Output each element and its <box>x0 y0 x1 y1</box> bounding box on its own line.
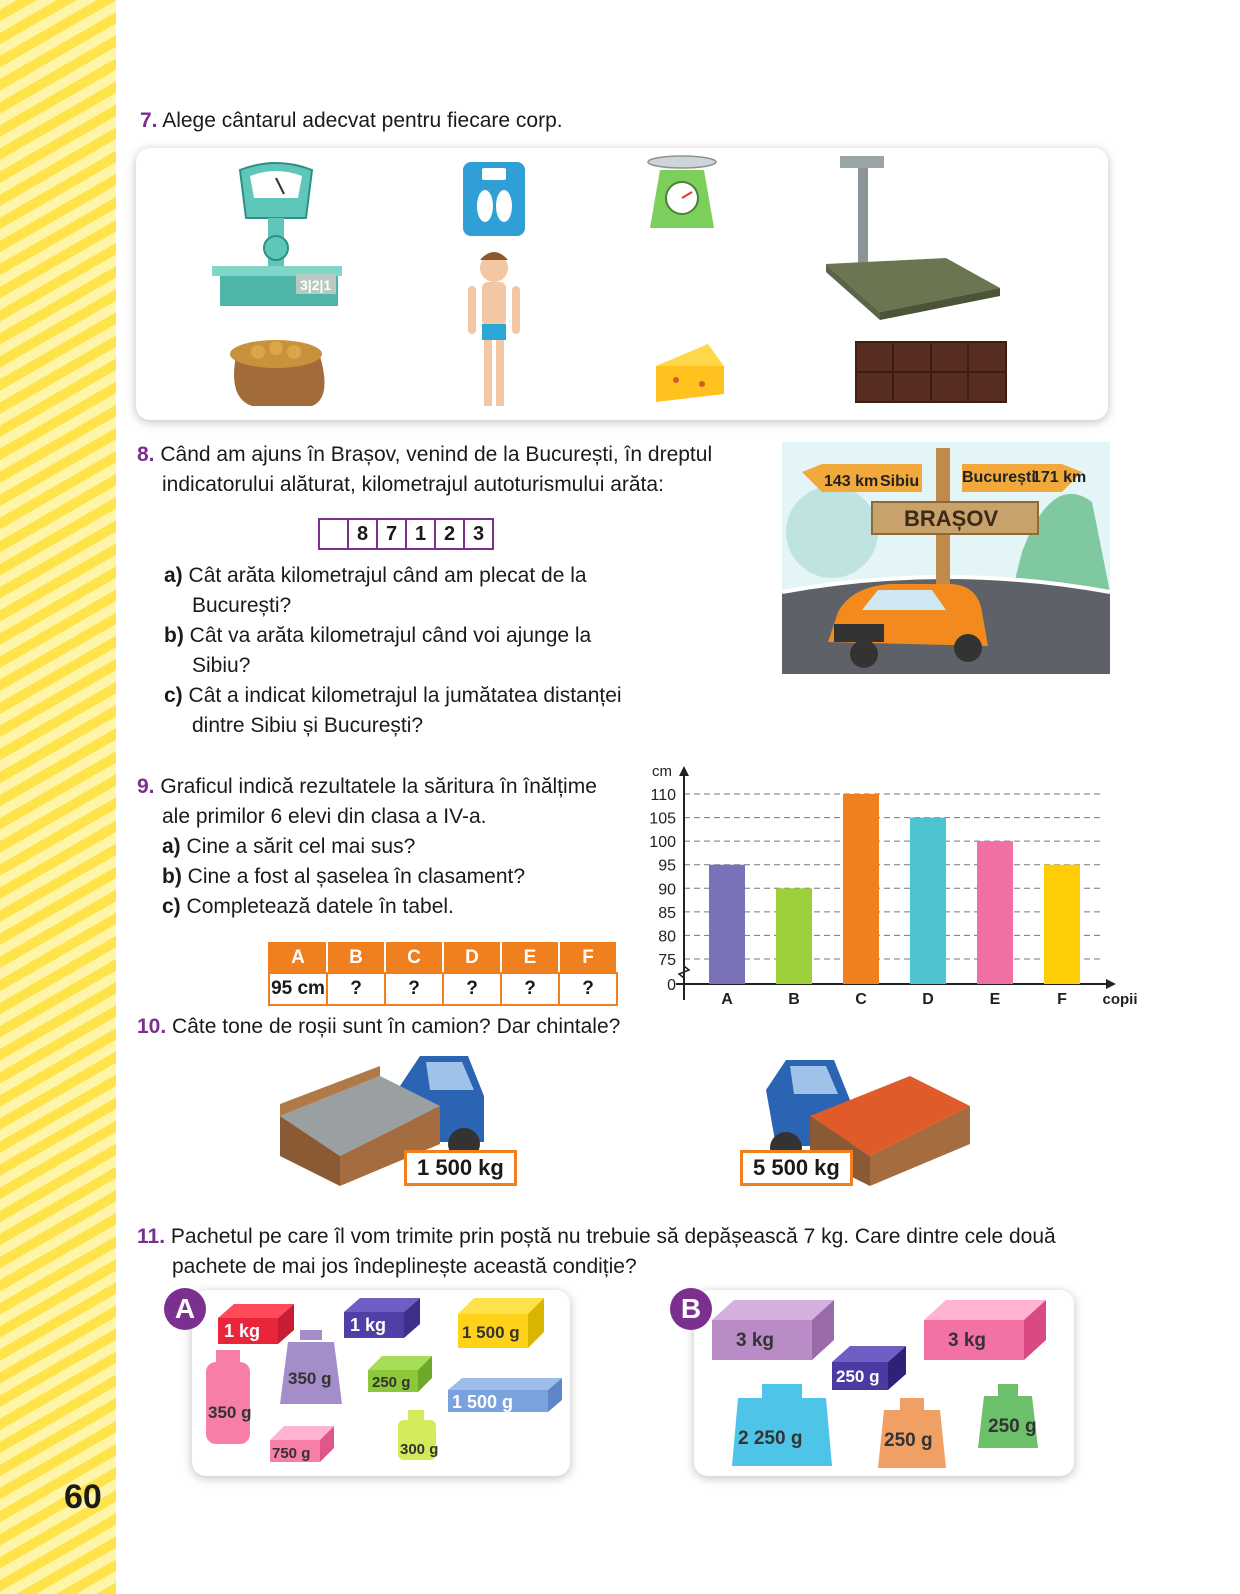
ex9-c-text: Completează datele în tabel. <box>186 895 454 918</box>
package-a-card <box>192 1290 570 1476</box>
svg-text:350 g: 350 g <box>288 1369 332 1388</box>
platform-scale-icon <box>826 156 1000 320</box>
sign-center: BRAȘOV <box>904 506 999 531</box>
weight-box-250g-green <box>368 1356 432 1392</box>
svg-text:1 kg: 1 kg <box>350 1315 387 1335</box>
scale-digits: 3|2|1 <box>300 277 332 293</box>
x-tick-label: C <box>855 991 867 1008</box>
ex8-c-text-2: dintre Sibiu și București? <box>192 714 424 737</box>
balance-scale-icon <box>212 163 342 306</box>
svg-text:250 g: 250 g <box>884 1430 933 1451</box>
table-cell: ? <box>559 973 617 1005</box>
table-cell: ? <box>501 973 559 1005</box>
odometer-digit: 8 <box>349 520 378 548</box>
weight-box-1500g-yellow <box>458 1298 544 1348</box>
ex11-line2: pachete de mai jos îndeplinește această condiție? <box>172 1255 637 1278</box>
boy-icon <box>468 252 520 406</box>
x-tick-label: A <box>721 991 733 1008</box>
table-cell: ? <box>443 973 501 1005</box>
ex7-number: 7. <box>140 109 158 132</box>
table-header: E <box>501 943 559 973</box>
bar-A <box>709 865 745 984</box>
ex9-question-c <box>162 892 454 922</box>
y-tick-label: 0 <box>667 977 676 994</box>
truck2-weight-label: 5 500 kg <box>740 1150 853 1186</box>
y-tick-label: 100 <box>649 834 676 852</box>
weight-250g-orange <box>878 1398 946 1468</box>
bar-C <box>843 794 879 984</box>
ex10-number: 10. <box>137 1015 167 1038</box>
potato-sack-icon <box>230 340 325 406</box>
ex9-question-a <box>162 832 415 862</box>
y-axis-arrow <box>679 766 689 776</box>
ex8-c-text: Cât a indicat kilometrajul la jumătatea distanței <box>188 684 622 707</box>
ex8-a-label: a) <box>164 564 183 587</box>
weight-350g-pink <box>206 1350 251 1444</box>
weight-300g-lime <box>398 1410 438 1460</box>
ex8-question-b <box>164 621 591 651</box>
x-tick-label: E <box>989 991 1001 1008</box>
y-tick-label: 105 <box>649 810 676 828</box>
ex7-illustrations <box>136 148 1108 420</box>
table-header: C <box>385 943 443 973</box>
y-tick-label: 110 <box>650 787 676 804</box>
svg-text:250 g: 250 g <box>988 1416 1037 1437</box>
package-b-card <box>694 1290 1074 1476</box>
ex9-b-label: b) <box>162 865 182 888</box>
odometer-digit <box>320 520 349 548</box>
weight-2250g-cyan <box>732 1384 832 1466</box>
svg-text:2 250 g: 2 250 g <box>738 1428 803 1449</box>
ex8-line1: Când am ajuns în Brașov, venind de la București, în dreptul <box>160 443 713 466</box>
weight-box-3kg-pink <box>924 1300 1046 1360</box>
ex9-question-b <box>162 862 525 892</box>
ex8-question-a <box>164 561 587 591</box>
x-axis-label: copii <box>1102 991 1138 1008</box>
chocolate-icon <box>856 342 1006 402</box>
ex8-b-text-2: Sibiu? <box>192 654 251 677</box>
ex9-line2: ale primilor 6 elevi din clasa a IV-a. <box>162 805 487 828</box>
ex11-line1: Pachetul pe care îl vom trimite prin poștă nu trebuie să depășească 7 kg. Care dintre cele două <box>170 1225 1056 1248</box>
ex8-a-text: Cât arăta kilometrajul când am plecat de la <box>188 564 587 587</box>
kitchen-scale-icon <box>648 156 716 228</box>
table-header: D <box>443 943 501 973</box>
odometer-digit: 7 <box>378 520 407 548</box>
weight-250g-green <box>978 1384 1038 1448</box>
svg-text:750 g: 750 g <box>272 1445 311 1462</box>
ex9-number: 9. <box>137 775 155 798</box>
svg-text:250 g: 250 g <box>372 1374 411 1391</box>
bathroom-scale-icon <box>463 162 525 236</box>
results-table <box>268 942 618 1006</box>
svg-text:1 kg: 1 kg <box>224 1321 261 1341</box>
sign-right-km: 171 km <box>1032 469 1087 486</box>
road-sign-illustration <box>782 442 1110 674</box>
ex7-text: Alege cântarul adecvat pentru fiecare corp. <box>162 109 563 132</box>
ex8-a-text-2: București? <box>192 594 292 617</box>
ex9-b-text: Cine a fost al șaselea în clasament? <box>187 865 526 888</box>
weight-350g-purple <box>280 1330 342 1404</box>
sign-right-city: București <box>962 469 1036 486</box>
ex11-heading <box>137 1222 1056 1252</box>
bar-B <box>776 888 812 984</box>
ex8-c-label: c) <box>164 684 183 707</box>
sign-left-km: 143 km <box>824 473 879 490</box>
ex7-heading <box>140 106 563 136</box>
ex9-heading <box>137 772 597 802</box>
svg-text:350 g: 350 g <box>208 1403 252 1422</box>
table-header: B <box>327 943 385 973</box>
weight-box-1kg-blue <box>344 1298 420 1338</box>
ex9-a-text: Cine a sărit cel mai sus? <box>186 835 416 858</box>
svg-text:300 g: 300 g <box>400 1441 439 1458</box>
svg-text:250 g: 250 g <box>836 1367 880 1386</box>
truck1-weight-label: 1 500 kg <box>404 1150 517 1186</box>
ex11-number: 11. <box>137 1225 166 1248</box>
odometer-digit: 1 <box>407 520 436 548</box>
odometer-digit: 2 <box>436 520 465 548</box>
y-tick-label: 85 <box>658 904 676 922</box>
ex8-number: 8. <box>137 443 155 466</box>
weight-box-1500g-lightblue <box>448 1378 562 1412</box>
svg-text:1 500 g: 1 500 g <box>462 1323 520 1342</box>
table-cell: ? <box>385 973 443 1005</box>
table-cell: ? <box>327 973 385 1005</box>
ex9-c-label: c) <box>162 895 181 918</box>
table-header: F <box>559 943 617 973</box>
cheese-icon <box>656 344 724 402</box>
x-axis-arrow <box>1106 979 1116 989</box>
y-tick-label: 80 <box>658 928 676 946</box>
ex8-heading <box>137 440 712 470</box>
ex10-heading <box>137 1012 620 1042</box>
ex8-b-text: Cât va arăta kilometrajul când voi ajunge la <box>189 624 592 647</box>
odometer <box>318 518 494 550</box>
table-header: A <box>269 943 327 973</box>
ex9-a-label: a) <box>162 835 181 858</box>
package-a-badge: A <box>164 1288 206 1330</box>
table-cell: 95 cm <box>269 973 327 1005</box>
package-b-badge: B <box>670 1288 712 1330</box>
ex8-line2: indicatorului alăturat, kilometrajul autoturismului arăta: <box>162 473 664 496</box>
x-tick-label: D <box>922 991 934 1008</box>
svg-text:1 500 g: 1 500 g <box>452 1392 514 1412</box>
x-tick-label: B <box>788 991 800 1008</box>
weight-box-3kg-purple <box>712 1300 834 1360</box>
svg-text:3 kg: 3 kg <box>736 1330 775 1351</box>
ex8-b-label: b) <box>164 624 184 647</box>
ex8-question-c <box>164 681 622 711</box>
ex9-line1: Graficul indică rezultatele la săritura în înălțime <box>160 775 597 798</box>
high-jump-chart <box>630 760 1138 1020</box>
bar-E <box>977 841 1013 984</box>
odometer-digit: 3 <box>472 522 485 545</box>
sign-left-city: Sibiu <box>880 473 920 490</box>
y-tick-label: 95 <box>658 857 676 875</box>
weight-box-750g-pink <box>270 1426 334 1462</box>
weight-box-1kg-red <box>218 1304 294 1344</box>
ex7-scales-card <box>136 148 1108 420</box>
page-number: 60 <box>64 1478 102 1516</box>
svg-text:3 kg: 3 kg <box>948 1330 987 1351</box>
x-tick-label: F <box>1057 991 1067 1008</box>
bar-D <box>910 818 946 984</box>
y-tick-label: 90 <box>658 881 676 899</box>
bar-F <box>1044 865 1080 984</box>
y-axis-label: cm <box>652 763 672 780</box>
ex10-text: Câte tone de roșii sunt în camion? Dar chintale? <box>172 1015 621 1038</box>
y-tick-label: 75 <box>658 952 676 969</box>
decorative-stripe <box>0 0 116 1594</box>
weight-box-250g-indigo <box>832 1346 906 1390</box>
